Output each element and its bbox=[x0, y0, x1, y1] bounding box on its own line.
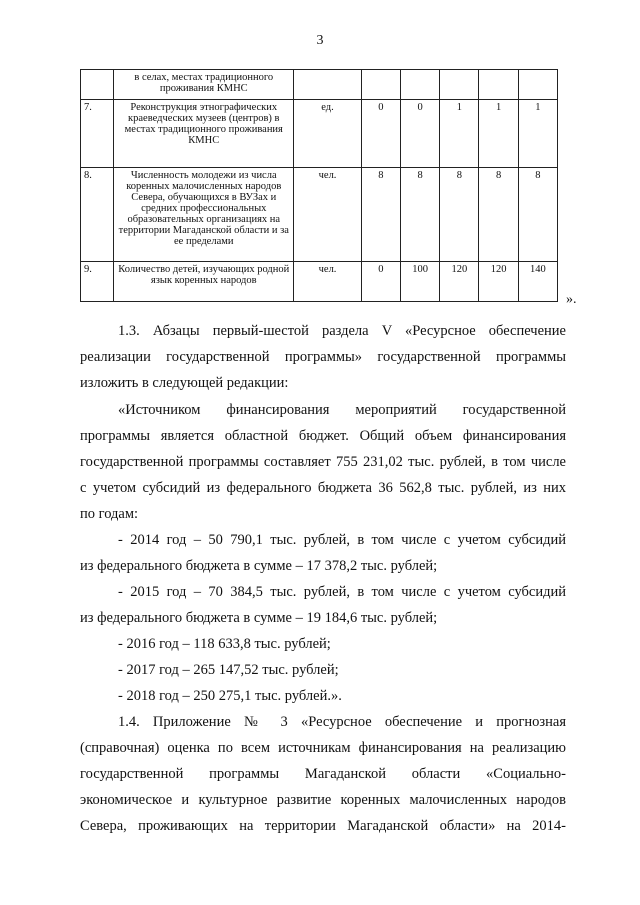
page-number: 3 bbox=[316, 33, 324, 48]
value-cell: 8 bbox=[400, 168, 439, 262]
text-line: «Источником финансирования мероприятий государственной bbox=[118, 402, 566, 418]
paragraph-2016 bbox=[80, 631, 566, 657]
indicator-name-cell: в селах, местах традиционного проживания КМНС bbox=[114, 70, 294, 100]
value-cell bbox=[400, 70, 439, 100]
unit-cell: ед. bbox=[294, 100, 361, 168]
paragraph-1-3 bbox=[80, 318, 566, 396]
text-line: Севера, проживающих на территории Магаданской области» на 2014- bbox=[80, 818, 566, 834]
table-row bbox=[81, 70, 558, 100]
value-cell: 140 bbox=[518, 262, 557, 302]
paragraph-2017 bbox=[80, 657, 566, 683]
value-cell: 1 bbox=[479, 100, 518, 168]
text-line: экономическое и культурное развитие коренных малочисленных народов bbox=[80, 792, 566, 808]
text-line: государственной программы составляет 755 231,02 тыс. рублей, в том числе bbox=[80, 454, 566, 470]
value-cell: 0 bbox=[361, 262, 400, 302]
text-line: из федерального бюджета в сумме – 19 184,6 тыс. рублей; bbox=[80, 610, 438, 626]
text-line: - 2014 год – 50 790,1 тыс. рублей, в том числе с учетом субсидий bbox=[118, 532, 566, 548]
row-number-cell: 9. bbox=[81, 262, 114, 302]
text-line: - 2016 год – 118 633,8 тыс. рублей; bbox=[118, 636, 331, 652]
value-cell: 0 bbox=[400, 100, 439, 168]
text-line: из федерального бюджета в сумме – 17 378,2 тыс. рублей; bbox=[80, 558, 438, 574]
value-cell bbox=[518, 70, 557, 100]
text-line: реализации государственной программы» государственной программы bbox=[80, 349, 566, 365]
value-cell bbox=[361, 70, 400, 100]
paragraph-1-4 bbox=[80, 709, 566, 839]
text-line: изложить в следующей редакции: bbox=[80, 375, 289, 391]
text-line: - 2015 год – 70 384,5 тыс. рублей, в том числе с учетом субсидий bbox=[118, 584, 566, 600]
value-cell: 0 bbox=[361, 100, 400, 168]
closing-quote: ». bbox=[566, 292, 577, 307]
text-line: (справочная) оценка по всем источникам финансирования на реализацию bbox=[80, 740, 566, 756]
table-row bbox=[81, 262, 558, 302]
value-cell bbox=[440, 70, 479, 100]
value-cell: 120 bbox=[440, 262, 479, 302]
row-number-cell: 7. bbox=[81, 100, 114, 168]
paragraph-2014 bbox=[80, 527, 566, 579]
unit-cell: чел. bbox=[294, 168, 361, 262]
value-cell bbox=[479, 70, 518, 100]
text-line: - 2018 год – 250 275,1 тыс. рублей.». bbox=[118, 688, 342, 704]
unit-cell: чел. bbox=[294, 262, 361, 302]
indicator-name-cell: Количество детей, изучающих родной язык коренных народов bbox=[114, 262, 294, 302]
value-cell: 120 bbox=[479, 262, 518, 302]
text-line: программы является областной бюджет. Общий объем финансирования bbox=[80, 428, 566, 444]
text-line: государственной программы Магаданской области «Социально- bbox=[80, 766, 566, 782]
indicators-table bbox=[80, 69, 558, 302]
row-number-cell: 8. bbox=[81, 168, 114, 262]
text-line: с учетом субсидий из федерального бюджета 36 562,8 тыс. рублей, из них bbox=[80, 480, 566, 496]
unit-cell bbox=[294, 70, 361, 100]
value-cell: 8 bbox=[440, 168, 479, 262]
value-cell: 8 bbox=[361, 168, 400, 262]
paragraph-funding bbox=[80, 397, 566, 527]
row-number-cell bbox=[81, 70, 114, 100]
value-cell: 100 bbox=[400, 262, 439, 302]
table-row bbox=[81, 168, 558, 262]
value-cell: 1 bbox=[440, 100, 479, 168]
text-line: по годам: bbox=[80, 506, 139, 522]
indicator-name-cell: Численность молодежи из числа коренных малочисленных народов Севера, обучающихся в ВУЗах и средних профессиональных образовательных организациях на территории Магаданской области и за ее пределами bbox=[114, 168, 294, 262]
value-cell: 1 bbox=[518, 100, 557, 168]
value-cell: 8 bbox=[479, 168, 518, 262]
table-row bbox=[81, 100, 558, 168]
text-line: - 2017 год – 265 147,52 тыс. рублей; bbox=[118, 662, 339, 678]
paragraph-2015 bbox=[80, 579, 566, 631]
paragraph-2018 bbox=[80, 683, 566, 709]
text-line: 1.4. Приложение № 3 «Ресурсное обеспечение и прогнозная bbox=[118, 714, 566, 730]
text-line: 1.3. Абзацы первый-шестой раздела V «Ресурсное обеспечение bbox=[118, 323, 566, 339]
indicator-name-cell: Реконструкция этнографических краеведческих музеев (центров) в местах традиционного проживания КМНС bbox=[114, 100, 294, 168]
value-cell: 8 bbox=[518, 168, 557, 262]
